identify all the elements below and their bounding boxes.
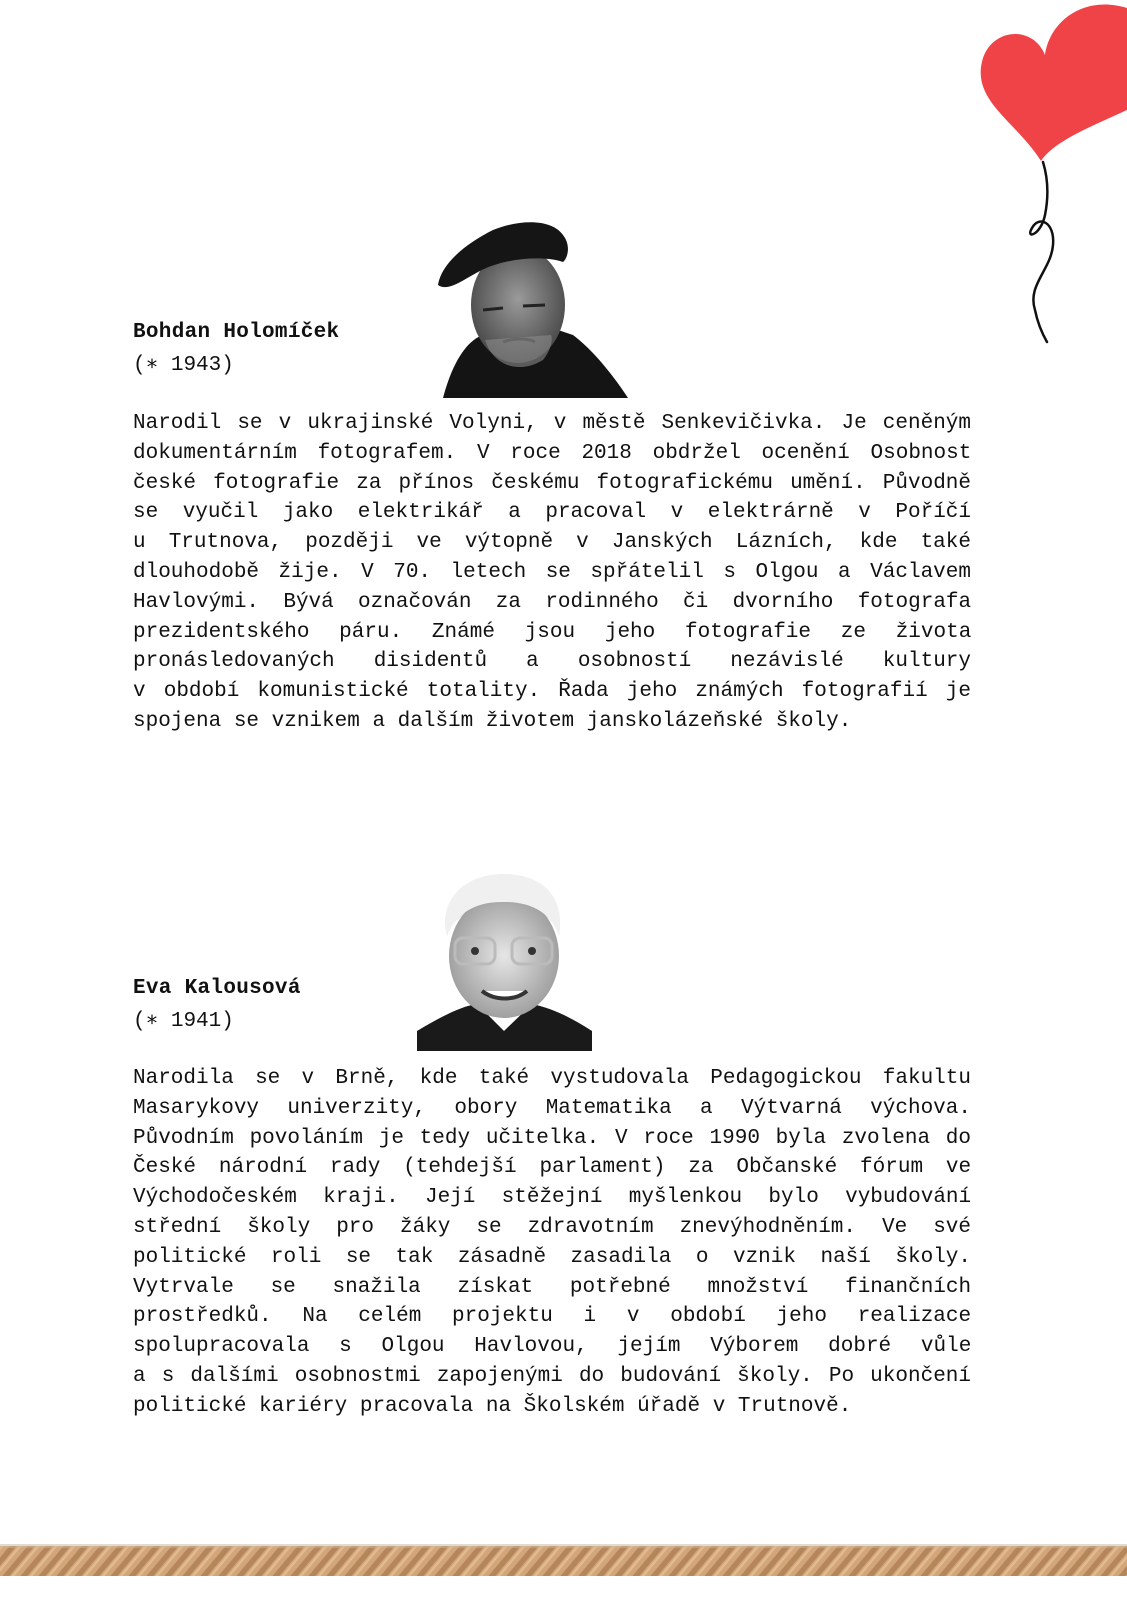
person-birth-year: (∗ 1941) (133, 1010, 234, 1033)
bio-line: střední školy pro žáky se zdravotním znevýhodněním. Ve své (133, 1215, 971, 1239)
bio-line: prostředků. Na celém projektu i v období jeho realizace (133, 1305, 972, 1329)
portrait-photo (423, 210, 628, 398)
bio-line: prezidentského páru. Známé jsou jeho fotografie ze života (133, 620, 972, 644)
bio-line: Narodila se v Brně, kde také vystudovala Pedagogickou fakultu (133, 1067, 971, 1090)
bio-line: České národní rady (tehdejší parlament) za Občanské fórum ve (133, 1156, 972, 1180)
bio-line: u Trutnova, později ve výtopně v Janských Lázních, kde také (133, 531, 971, 555)
bio-line: politické kariéry pracovala na Školském úřadě v Trutnově. (133, 1394, 852, 1418)
heart-balloon-icon (975, 0, 1127, 345)
bio-line: pronásledovaných disidentů a osobností nezávislé kultury (133, 650, 971, 674)
bio-line: Původním povoláním je tedy učitelka. V roce 1990 byla zvolena do (133, 1126, 971, 1150)
bio-line: spolupracovala s Olgou Havlovou, jejím Výborem dobré vůle (133, 1335, 972, 1359)
bio-line: Narodil se v ukrajinské Volyni, v městě Senkevičivka. Je ceněným (133, 412, 971, 435)
balloon-string (1030, 162, 1053, 342)
bio-line: Masarykovy univerzity, obory Matematika a Výtvarná výchova. (133, 1096, 971, 1120)
rope-border (0, 1536, 1127, 1578)
bio-line: Vytrvale se snažila získat potřebné množství finančních (133, 1275, 972, 1299)
bio-line: se vyučil jako elektrikář a pracoval v elektrárně v Poříčí (133, 501, 971, 525)
person-name: Bohdan Holomíček (133, 321, 340, 344)
bio-line: a s dalšími osobnostmi zapojenými do budování školy. Po ukončení (133, 1364, 971, 1388)
heart-shape (981, 5, 1127, 161)
person-birth-year: (∗ 1943) (133, 354, 234, 377)
bio-line: spojena se vznikem a dalším životem janskolázeňské školy. (133, 709, 852, 733)
person-biography (133, 1064, 971, 1422)
bio-line: české fotografie za přínos českému fotografickému umění. Původně (133, 471, 971, 495)
bio-line: dlouhodobě žije. V 70. letech se spřátelil s Olgou a Václavem (133, 560, 971, 584)
person-name: Eva Kalousová (133, 977, 301, 1000)
bio-line: Havlovými. Bývá označován za rodinného či dvorního fotografa (133, 590, 972, 614)
bio-line: dokumentárním fotografem. V roce 2018 obdržel ocenění Osobnost (133, 441, 972, 465)
portrait-photo (417, 866, 592, 1051)
bio-line: v období komunistické totality. Řada jeho známých fotografií je (133, 680, 971, 704)
rope-body (0, 1546, 1127, 1576)
bio-line: Východočeském kraji. Její stěžejní myšlenkou bylo vybudování (133, 1186, 972, 1210)
bio-line: politické roli se tak zásadně zasadila o vznik naší školy. (133, 1245, 971, 1269)
person-biography (133, 409, 971, 737)
